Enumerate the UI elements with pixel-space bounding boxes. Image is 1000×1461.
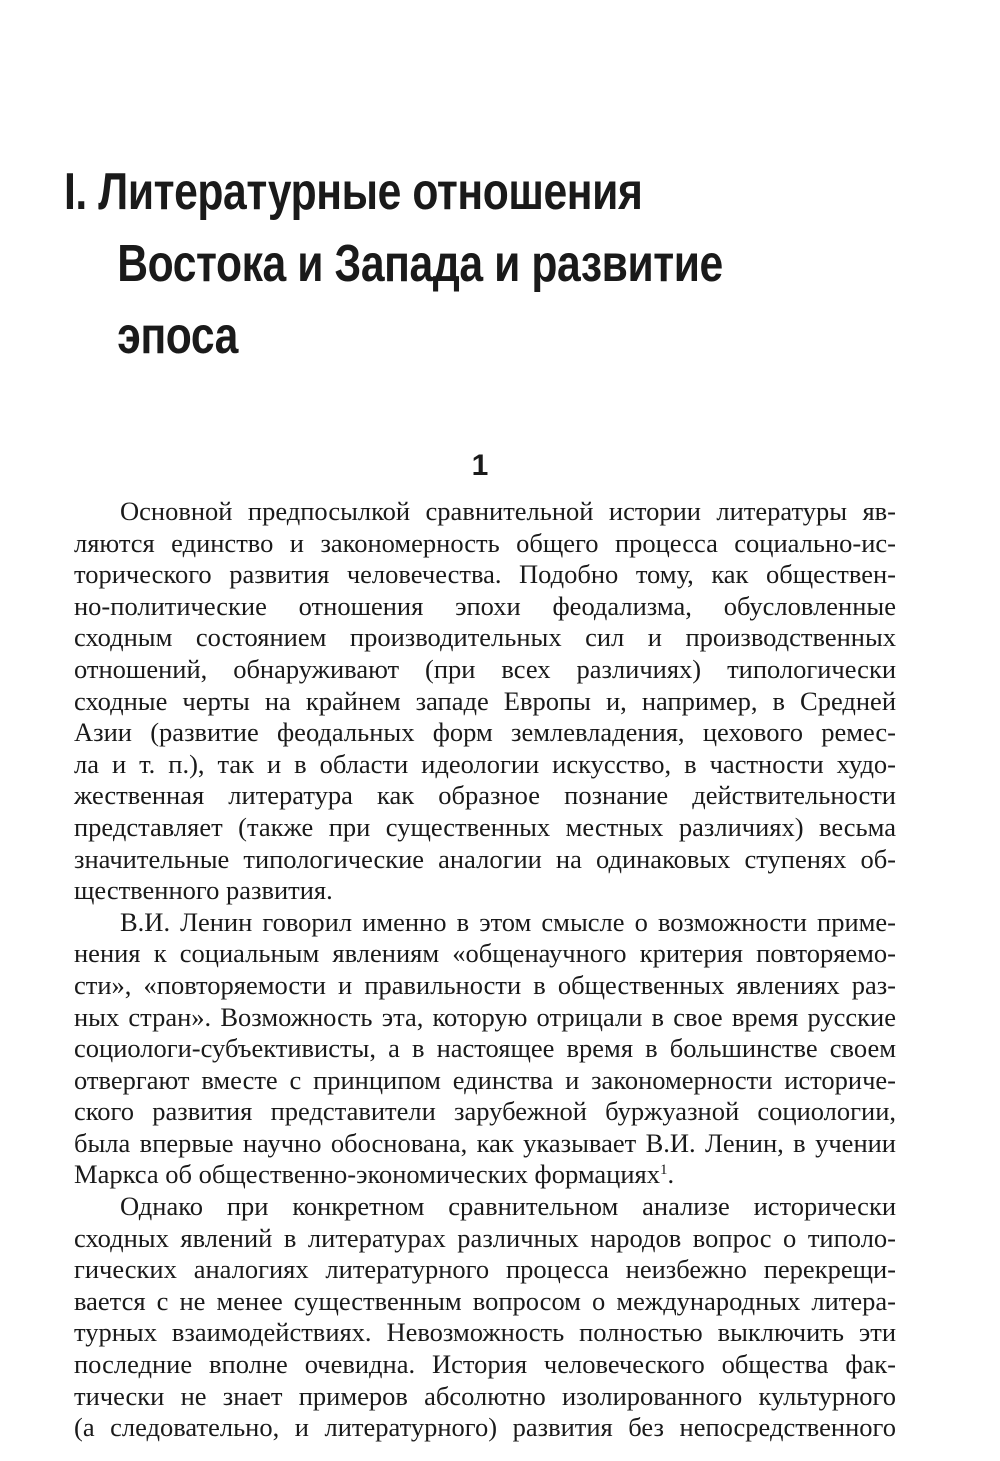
paragraph-1 [74,496,896,907]
text-line: отношений, обнаруживают (при всех различиях) типологически [74,653,896,684]
text-line: гических аналогиях литературного процесса неизбежно перекрещи- [74,1254,896,1285]
text-line: Маркса об общественно-экономических формациях$^1$. [74,1159,675,1190]
text-line: В.И. Ленин говорил именно в этом смысле о возможности приме- [120,906,896,937]
text-line: Однако при конкретном сравнительном анализе исторически [120,1191,896,1222]
text-line: ных стран». Возможность эта, которую отрицали в свое время русские [74,1001,896,1032]
text-line: (а следовательно, и литературного) развития без непосредственного [74,1412,896,1443]
text-line: ляются единство и закономерность общего процесса социально-ис- [74,527,896,558]
text-line: вается с не менее существенным вопросом о международных литера- [74,1285,896,1316]
text-line: отвергают вместе с принципом единства и закономерности историче- [74,1064,896,1095]
text-line: сходных явлений в литературах различных народов вопрос о типоло- [74,1222,896,1253]
text-line: турных взаимодействиях. Невозможность полностью выключить эти [74,1317,896,1348]
text-line: представляет (также при существенных местных различиях) весьма [74,811,896,842]
chapter-title-line: эпоса [117,307,238,365]
text-line: сти», «повторяемости и правильности в общественных явлениях раз- [74,969,896,1000]
body-text [74,496,896,1444]
footnote-ref[interactable]: 1 [659,1162,668,1179]
text-line-content: Маркса об общественно-экономических формациях [74,1159,660,1190]
section-number: 1 [471,449,489,482]
chapter-title-line: I. Литературные отношения [64,163,643,221]
text-line: последние вполне очевидна. История человеческого общества фак- [74,1349,896,1380]
text-line: торического развития человечества. Подобно тому, как обществен- [74,559,896,590]
text-line: ского развития представители зарубежной буржуазной социологии, [74,1096,896,1127]
text-line: но-политические отношения эпохи феодализма, обусловленные [74,590,896,621]
text-line: щественного развития. [74,875,333,906]
text-line: тически не знает примеров абсолютно изолированного культурного [74,1380,896,1411]
text-line: жественная литература как образное познание действительности [74,780,896,811]
text-line: ла и т. п.), так и в области идеологии искусство, в частности худо- [74,748,896,779]
text-line: была впервые научно обоснована, как указывает В.И. Ленин, в учении [74,1127,896,1158]
chapter-title-line: Востока и Запада и развитие [117,235,723,293]
text-line: социологи-субъективисты, а в настоящее время в большинстве своем [74,1033,896,1064]
text-line: Основной предпосылкой сравнительной истории литературы яв- [120,496,896,526]
text-line: Азии (развитие феодальных форм землевладения, цехового ремес- [74,717,896,748]
text-line: сходные черты на крайнем западе Европы и, например, в Средней [74,685,896,716]
text-line: сходным состоянием производительных сил и производственных [74,622,896,653]
paragraph-2 [74,907,896,1191]
text-line: нения к социальным явлениям «общенаучного критерия повторяемо- [74,938,896,969]
paragraph-3 [74,1191,896,1444]
chapter-title [64,156,769,372]
text-line: значительные типологические аналогии на одинаковых ступенях об- [74,843,896,874]
